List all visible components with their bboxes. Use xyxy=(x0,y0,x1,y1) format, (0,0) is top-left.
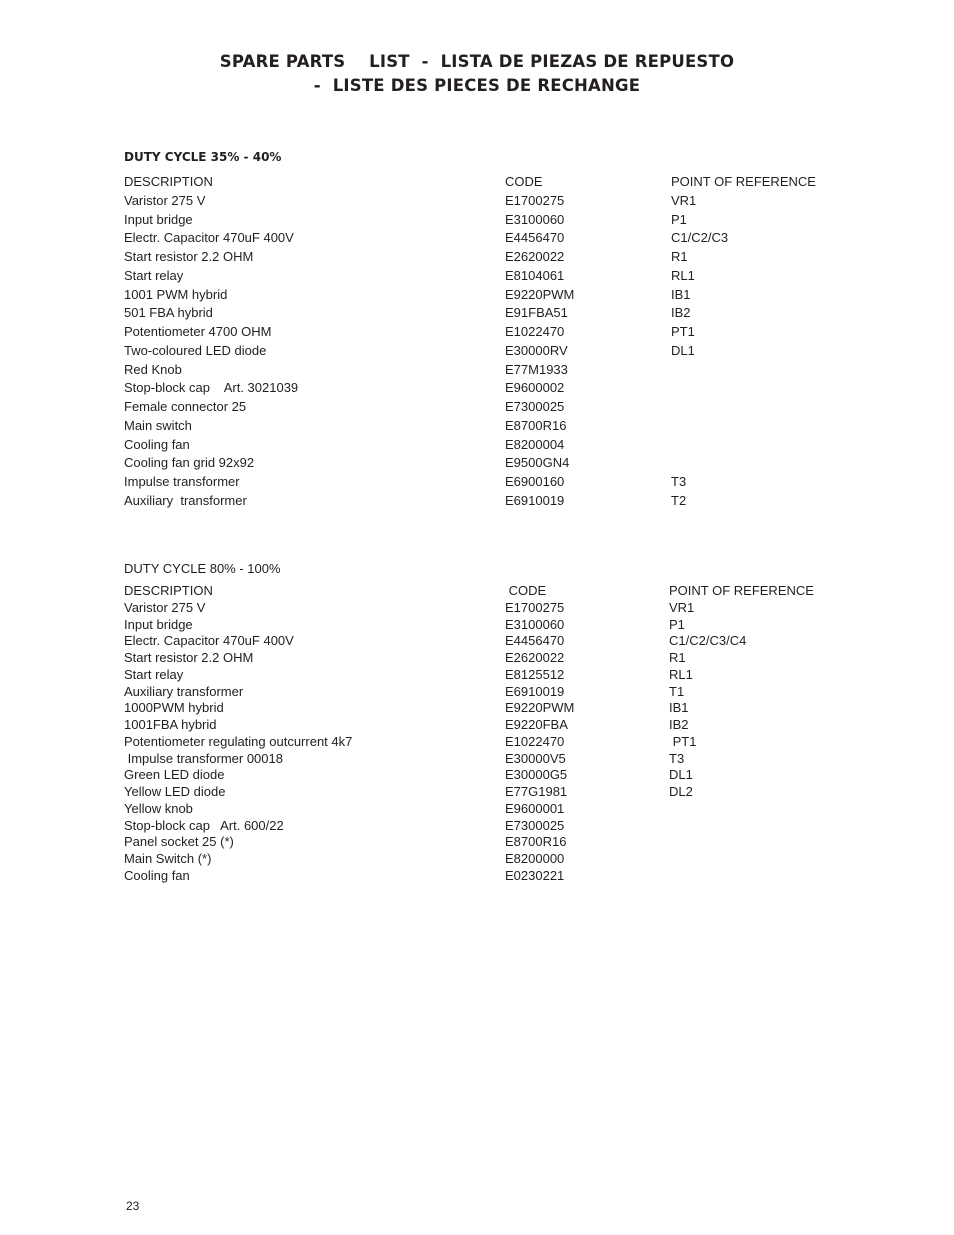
cell-reference: P1 xyxy=(669,616,685,632)
table-header-row xyxy=(0,582,954,599)
cell-code: E1700275 xyxy=(505,599,565,615)
table-row xyxy=(0,616,954,633)
table-row xyxy=(0,649,954,666)
cell-code: E9600001 xyxy=(505,800,565,816)
cell-reference: C1/C2/C3/C4 xyxy=(669,633,747,649)
cell-description: Start resistor 2.2 OHM xyxy=(124,249,254,264)
cell-reference: R1 xyxy=(671,249,688,264)
cell-description: Panel socket 25 (*) xyxy=(124,834,234,850)
page-title: SPARE PARTS LIST - LISTA DE PIEZAS DE REPUESTO xyxy=(219,52,735,71)
cell-description: Yellow knob xyxy=(124,800,193,816)
table-row xyxy=(0,833,954,850)
cell-reference: DL2 xyxy=(669,784,693,799)
cell-code: E30000V5 xyxy=(505,750,566,766)
table-row xyxy=(0,750,954,767)
table-row xyxy=(0,342,954,359)
cell-reference: T2 xyxy=(671,492,687,508)
cell-description: Start relay xyxy=(124,267,184,283)
cell-description: Auxiliary transformer xyxy=(124,492,247,508)
cell-reference: DL1 xyxy=(671,342,695,358)
table-row xyxy=(0,716,954,733)
cell-description: Main switch xyxy=(124,417,192,433)
cell-reference: IB1 xyxy=(669,700,689,716)
cell-description: 501 FBA hybrid xyxy=(124,305,213,321)
column-header-code: CODE xyxy=(505,174,543,189)
cell-code: E77G1981 xyxy=(505,784,568,799)
cell-reference: T1 xyxy=(669,683,685,699)
cell-reference: RL1 xyxy=(671,267,695,283)
cell-code: E8104061 xyxy=(505,267,565,283)
cell-code: E8700R16 xyxy=(505,834,567,850)
table-row xyxy=(0,454,954,471)
table-row xyxy=(0,473,954,490)
cell-code: E9220PWM xyxy=(505,700,575,716)
cell-code: E77M1933 xyxy=(505,361,568,377)
column-header-description: DESCRIPTION xyxy=(124,174,213,189)
column-header-code: CODE xyxy=(505,583,547,598)
cell-code: E6910019 xyxy=(505,492,565,508)
cell-reference: P1 xyxy=(671,211,687,227)
cell-description: Varistor 275 V xyxy=(124,192,206,208)
table-row xyxy=(0,417,954,434)
table-row xyxy=(0,286,954,303)
cell-description: Stop-block cap Art. 600/22 xyxy=(124,817,284,833)
cell-description: Varistor 275 V xyxy=(124,599,206,615)
cell-reference: DL1 xyxy=(669,767,693,783)
section2-heading: DUTY CYCLE 80% - 100% xyxy=(124,561,281,576)
cell-description: Yellow LED diode xyxy=(124,784,226,799)
cell-description: Cooling fan grid 92x92 xyxy=(124,455,255,471)
cell-code: E8125512 xyxy=(505,666,565,682)
column-header-reference: POINT OF REFERENCE xyxy=(669,583,814,598)
cell-reference: VR1 xyxy=(669,599,695,615)
cell-code: E8700R16 xyxy=(505,417,567,433)
cell-code: E7300025 xyxy=(505,817,565,833)
table-row xyxy=(0,304,954,321)
cell-reference: T3 xyxy=(671,474,687,489)
table-row xyxy=(0,783,954,800)
table-row xyxy=(0,666,954,683)
cell-code: E7300025 xyxy=(505,399,565,414)
cell-description: Auxiliary transformer xyxy=(124,683,244,699)
table-row xyxy=(0,599,954,616)
cell-code: E9220FBA xyxy=(505,717,568,732)
cell-reference: C1/C2/C3 xyxy=(671,230,729,246)
cell-code: E4456470 xyxy=(505,230,565,246)
table-row xyxy=(0,248,954,265)
cell-reference: R1 xyxy=(669,650,686,665)
cell-code: E6900160 xyxy=(505,474,565,489)
table-row xyxy=(0,267,954,284)
cell-description: Input bridge xyxy=(124,616,193,632)
cell-reference: PT1 xyxy=(671,324,695,339)
cell-code: E1700275 xyxy=(505,192,565,208)
table-row xyxy=(0,323,954,340)
cell-code: E91FBA51 xyxy=(505,305,568,321)
cell-description: Cooling fan xyxy=(124,867,190,883)
cell-description: Main Switch (*) xyxy=(124,851,212,866)
cell-description: Two-coloured LED diode xyxy=(124,342,267,358)
cell-description: 1001 PWM hybrid xyxy=(124,286,228,302)
cell-code: E6910019 xyxy=(505,683,565,699)
cell-description: Potentiometer 4700 OHM xyxy=(124,324,272,339)
cell-code: E3100060 xyxy=(505,616,565,632)
cell-description: Green LED diode xyxy=(124,767,225,783)
table-row xyxy=(0,632,954,649)
cell-description: Stop-block cap Art. 3021039 xyxy=(124,380,299,396)
cell-code: E2620022 xyxy=(505,650,565,665)
cell-code: E8200000 xyxy=(505,851,565,866)
table-row xyxy=(0,867,954,884)
cell-reference: IB2 xyxy=(671,305,691,321)
table-row xyxy=(0,699,954,716)
cell-code: E3100060 xyxy=(505,211,565,227)
cell-description: Input bridge xyxy=(124,211,193,227)
table-row xyxy=(0,398,954,415)
cell-code: E0230221 xyxy=(505,867,565,883)
page-number: 23 xyxy=(126,1199,140,1213)
cell-description: Start relay xyxy=(124,666,184,682)
cell-code: E30000RV xyxy=(505,342,568,358)
cell-reference: RL1 xyxy=(669,666,693,682)
cell-description: Electr. Capacitor 470uF 400V xyxy=(124,230,294,246)
cell-code: E4456470 xyxy=(505,633,565,649)
cell-description: 1000PWM hybrid xyxy=(124,700,224,716)
cell-description: Start resistor 2.2 OHM xyxy=(124,650,254,665)
table-row xyxy=(0,229,954,246)
table-row xyxy=(0,436,954,453)
cell-description: Impulse transformer 00018 xyxy=(124,750,283,766)
table-row xyxy=(0,850,954,867)
cell-code: E1022470 xyxy=(505,733,565,749)
cell-description: Female connector 25 xyxy=(124,399,247,414)
cell-reference: IB1 xyxy=(671,286,691,302)
cell-code: E30000G5 xyxy=(505,767,568,783)
cell-description: Impulse transformer xyxy=(124,474,240,489)
table-row xyxy=(0,379,954,396)
cell-code: E2620022 xyxy=(505,249,565,264)
table-row xyxy=(0,361,954,378)
cell-code: E9220PWM xyxy=(505,286,575,302)
table-row xyxy=(0,766,954,783)
cell-description: Cooling fan xyxy=(124,436,190,452)
table-header-row xyxy=(0,173,954,190)
table-row xyxy=(0,492,954,509)
table-row xyxy=(0,733,954,750)
cell-code: E1022470 xyxy=(505,324,565,339)
table-row xyxy=(0,192,954,209)
cell-reference: T3 xyxy=(669,750,685,766)
table-row xyxy=(0,683,954,700)
cell-code: E9500GN4 xyxy=(505,455,570,471)
cell-reference: VR1 xyxy=(671,192,697,208)
cell-description: Potentiometer regulating outcurrent 4k7 xyxy=(124,733,353,749)
cell-reference: PT1 xyxy=(669,733,697,749)
section1-heading: DUTY CYCLE 35% - 40% xyxy=(124,150,282,164)
table-row xyxy=(0,817,954,834)
column-header-description: DESCRIPTION xyxy=(124,583,213,598)
cell-code: E8200004 xyxy=(505,436,565,452)
cell-reference: IB2 xyxy=(669,717,689,732)
page-subtitle: - LISTE DES PIECES DE RECHANGE xyxy=(313,76,641,95)
table-row xyxy=(0,211,954,228)
column-header-reference: POINT OF REFERENCE xyxy=(671,174,816,189)
cell-code: E9600002 xyxy=(505,380,565,396)
cell-description: 1001FBA hybrid xyxy=(124,717,217,732)
cell-description: Electr. Capacitor 470uF 400V xyxy=(124,633,294,649)
cell-description: Red Knob xyxy=(124,361,182,377)
table-row xyxy=(0,800,954,817)
